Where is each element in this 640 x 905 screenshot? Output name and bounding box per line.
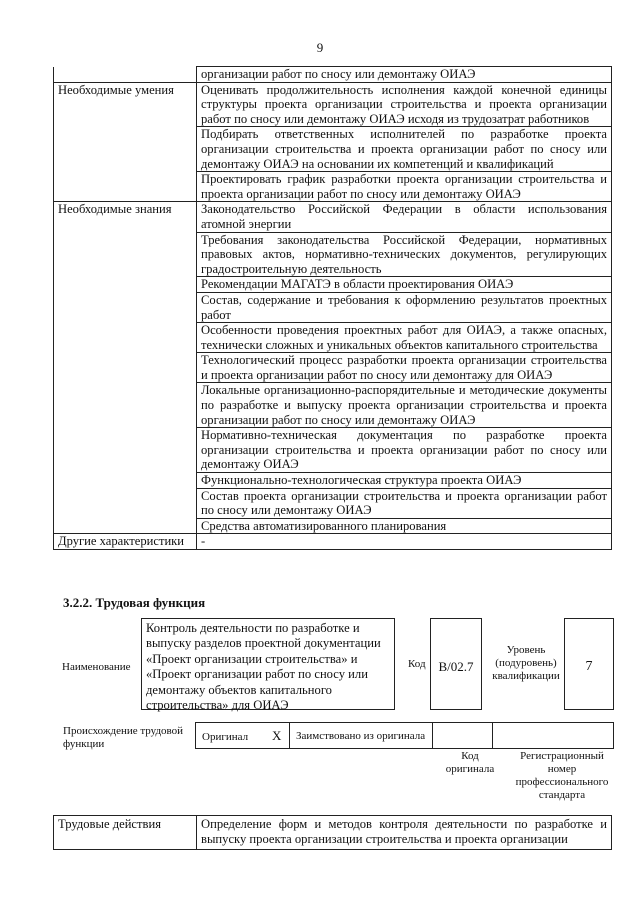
table-row [54,67,612,83]
table-row [54,534,612,550]
row-label [54,353,197,383]
function-name-box: Контроль деятельности по разработке и выпуску разделов проектной документации «Проект организации строительства» и «Проект организации работ по сносу или демонтажу объектов капитального строительства» для ОИАЭ [141,618,395,710]
row-label [54,323,197,353]
row-text: Состав проекта организации строительства и проекта организации работ по сносу или демонтажу ОИАЭ [197,488,612,518]
code-original-label: Код оригинала [445,750,495,775]
page-number: 9 [316,40,324,55]
row-label [54,518,197,534]
actions-text: Определение форм и методов контроля деятельности по разработке и выпуску проекта организации строительства и проекта организации [197,816,612,850]
row-text: Проектировать график разработки проекта организации строительства и проекта организации работ по сносу или демонтажу ОИАЭ [197,172,612,202]
row-label [54,127,197,172]
table-row [54,127,612,172]
name-label: Наименование [62,661,131,673]
row-text: Функционально-технологическая структура проекта ОИАЭ [197,473,612,489]
borrowed-cell: Заимствовано из оригинала [289,722,433,749]
row-label [54,172,197,202]
row-text: Локальные организационно-распорядительные и методические документы по разработке и выпуску проекта организации строительства и проекта организации работ по сносу или демонтажу ОИАЭ [197,383,612,428]
row-label [54,428,197,473]
actions-label: Трудовые действия [54,816,197,850]
table-row [54,277,612,293]
row-text: Требования законодательства Российской Федерации, нормативных правовых актов, нормативно-технических документов, регулирующих градостроительную деятельность [197,232,612,277]
row-text: Средства автоматизированного планирования [197,518,612,534]
row-label [54,277,197,293]
table-row [54,473,612,489]
row-text: Состав, содержание и требования к оформлению результатов проектных работ [197,292,612,322]
code-value-box: B/02.7 [430,618,482,710]
origin-label: Происхождение трудовой функции [63,725,184,750]
row-label [54,232,197,277]
row-label-other: Другие характеристики [54,534,197,550]
table-row [54,232,612,277]
row-label [54,292,197,322]
row-text: организации работ по сносу или демонтажу ОИАЭ [197,67,612,83]
row-label [54,67,197,83]
table-row [54,816,612,850]
row-label [54,383,197,428]
code-label: Код [408,658,426,670]
row-text: - [197,534,612,550]
table-row [54,82,612,127]
row-text: Оценивать продолжительность исполнения каждой конечной единицы структуры проекта организации строительства и проекта организации работ по сносу или демонтажу ОИАЭ исходя из трудозатрат работников [197,82,612,127]
table-row [54,518,612,534]
section-title: 3.2.2. Трудовая функция [63,595,206,610]
table-row [54,383,612,428]
row-text: Технологический процесс разработки проекта организации строительства и проекта организации работ по сносу или демонтажу для ОИАЭ [197,353,612,383]
row-text: Подбирать ответственных исполнителей по разработке проекта организации строительства и проекта организации работ по сносу или демонтажу ОИАЭ на основании их компетенций и квалификаций [197,127,612,172]
row-label-knowledge: Необходимые знания [54,202,197,232]
skills-knowledge-table [53,66,612,550]
original-mark: X [272,728,282,743]
origin-row [195,722,614,749]
level-value-box: 7 [564,618,614,710]
labor-actions-table [53,815,612,850]
table-row [54,172,612,202]
table-row [54,202,612,232]
row-text: Особенности проведения проектных работ для ОИАЭ, а также опасных, технически сложных и уникальных объектов капитального строительства [197,323,612,353]
table-row [54,323,612,353]
table-row [54,353,612,383]
original-label: Оригинал [202,731,249,743]
row-text: Законодательство Российской Федерации в области использования атомной энергии [197,202,612,232]
code-original-cell [432,722,493,749]
table-row [54,488,612,518]
reg-number-cell [492,722,614,749]
row-text: Нормативно-техническая документация по разработке проекта организации строительства и проекта организации работ по сносу или демонтажу ОИАЭ [197,428,612,473]
table-row [54,292,612,322]
row-text: Рекомендации МАГАТЭ в области проектирования ОИАЭ [197,277,612,293]
original-cell [195,722,290,749]
table-row [54,428,612,473]
reg-number-label: Регистрационный номер профессионального стандарта [515,750,609,801]
level-label: Уровень (подуровень) квалификации [492,644,560,682]
row-label [54,488,197,518]
row-label-skills: Необходимые умения [54,82,197,127]
row-label [54,473,197,489]
